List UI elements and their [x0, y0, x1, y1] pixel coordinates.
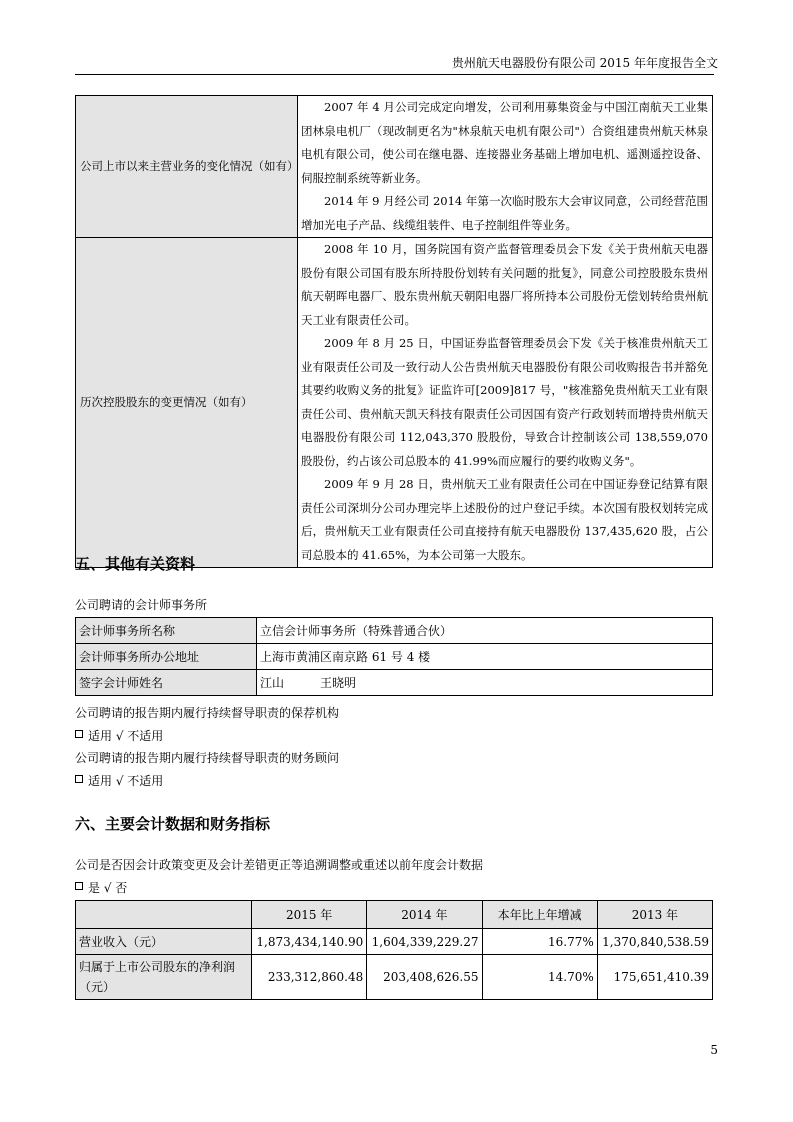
sponsor-caption: 公司聘请的报告期内履行持续督导职责的保荐机构 [75, 706, 340, 720]
controlling-shareholder-change-content [298, 238, 713, 568]
cell-2013: 1,370,840,538.59 [597, 929, 712, 955]
table-header-row [76, 901, 713, 929]
table-row [76, 929, 713, 955]
report-header-title: 贵州航天电器股份有限公司 2015 年年度报告全文 [451, 56, 718, 70]
firm-address-label: 会计师事务所办公地址 [76, 644, 257, 670]
signing-accountant-value: 江山 王晓明 [257, 670, 713, 696]
column-header [76, 901, 252, 929]
column-header: 2015 年 [252, 901, 367, 929]
paragraph: 2007 年 4 月公司完成定向增发，公司利用募集资金与中国江南航天工业集团林泉电机厂（现改制更名为"林泉航天电机有限公司"）合资组建贵州航天林泉电机有限公司，使公司在继电器、连接器业务基础上增加电机、遥测遥控设备、伺服控制系统等新业务。 [301, 100, 708, 185]
accounting-firm-table [75, 617, 713, 696]
applicable-label: 适用 [88, 729, 113, 743]
column-header: 2013 年 [597, 901, 712, 929]
controlling-shareholder-change-label: 历次控股股东的变更情况（如有） [76, 238, 298, 568]
paragraph: 2008 年 10 月，国务院国有资产监督管理委员会下发《关于贵州航天电器股份有限公司国有股东所持股份划转有关问题的批复》，同意公司控股股东贵州航天朝晖电器厂、股东贵州航天朝阳电器厂将所持本公司股份无偿划转给贵州航天工业有限责任公司。 [301, 242, 708, 327]
applicable-checkbox[interactable] [75, 730, 83, 738]
accounting-firm-caption: 公司聘请的会计师事务所 [75, 598, 208, 612]
table-row [76, 238, 713, 568]
not-applicable-label: √ 不适用 [115, 729, 164, 743]
firm-address-value: 上海市黄浦区南京路 61 号 4 楼 [257, 644, 713, 670]
cell-change: 16.77% [482, 929, 597, 955]
cell-2015: 233,312,860.48 [252, 955, 367, 1000]
paragraph: 2009 年 8 月 25 日，中国证券监督管理委员会下发《关于核准贵州航天工业有限责任公司及一致行动人公告贵州航天电器股份有限公司收购报告书并豁免其要约收购义务的批复》证监许可[2009]817 号，"核准豁免贵州航天工业有限责任公司、贵州航天凯天科技有限责任公司因国有资产行政划转而增持贵州航天电器股份有限公司 112,043,370 股股份，导致合计控制该公司 138,559,070 股股份，约占该公司总股本的 41.99%而应履行的要约收购义务"。 [301, 336, 708, 468]
key-financial-data-table [75, 900, 713, 1000]
table-row [76, 644, 713, 670]
business-change-content [298, 96, 713, 238]
firm-name-value: 立信会计师事务所（特殊普通合伙） [257, 618, 713, 644]
restatement-answer [75, 880, 127, 896]
signing-accountant-label: 签字会计师姓名 [76, 670, 257, 696]
paragraph: 2009 年 9 月 28 日，贵州航天工业有限责任公司在中国证券登记结算有限责任公司深圳分公司办理完毕上述股份的过户登记手续。本次国有股权划转完成后，贵州航天工业有限责任公司直接持有航天电器股份 137,435,620 股，占公司总股本的 41.65%，为本公司第一大股东。 [301, 477, 708, 562]
cell-change: 14.70% [482, 955, 597, 1000]
table-row [76, 955, 713, 1000]
cell-2015: 1,873,434,140.90 [252, 929, 367, 955]
not-applicable-label: √ 不适用 [115, 774, 164, 788]
section5-heading: 五、其他有关资料 [75, 555, 196, 573]
table-row [76, 96, 713, 238]
table-row [76, 670, 713, 696]
business-change-label: 公司上市以来主营业务的变化情况（如有） [76, 96, 298, 238]
column-header: 本年比上年增减 [482, 901, 597, 929]
cell-2013: 175,651,410.39 [597, 955, 712, 1000]
applicable-checkbox[interactable] [75, 775, 83, 783]
restatement-question: 公司是否因会计政策变更及会计差错更正等追溯调整或重述以前年度会计数据 [75, 858, 484, 872]
cell-2014: 1,604,339,229.27 [367, 929, 482, 955]
yes-checkbox[interactable] [75, 882, 83, 890]
section6-heading: 六、主要会计数据和财务指标 [75, 815, 271, 833]
column-header: 2014 年 [367, 901, 482, 929]
page-number: 5 [710, 1043, 718, 1057]
table-row [76, 618, 713, 644]
row-label: 归属于上市公司股东的净利润（元） [76, 955, 252, 1000]
financial-advisor-caption: 公司聘请的报告期内履行持续督导职责的财务顾问 [75, 751, 340, 765]
paragraph: 2014 年 9 月经公司 2014 年第一次临时股东大会审议同意，公司经营范围增加光电子产品、线缆组装件、电子控制组件等业务。 [301, 194, 708, 232]
no-label: √ 否 [103, 881, 128, 895]
advisor-option [75, 773, 163, 789]
company-history-table [75, 95, 713, 568]
sponsor-option [75, 728, 163, 744]
firm-name-label: 会计师事务所名称 [76, 618, 257, 644]
header-divider [75, 74, 714, 75]
yes-label: 是 [88, 881, 101, 895]
cell-2014: 203,408,626.55 [367, 955, 482, 1000]
row-label: 营业收入（元） [76, 929, 252, 955]
applicable-label: 适用 [88, 774, 113, 788]
